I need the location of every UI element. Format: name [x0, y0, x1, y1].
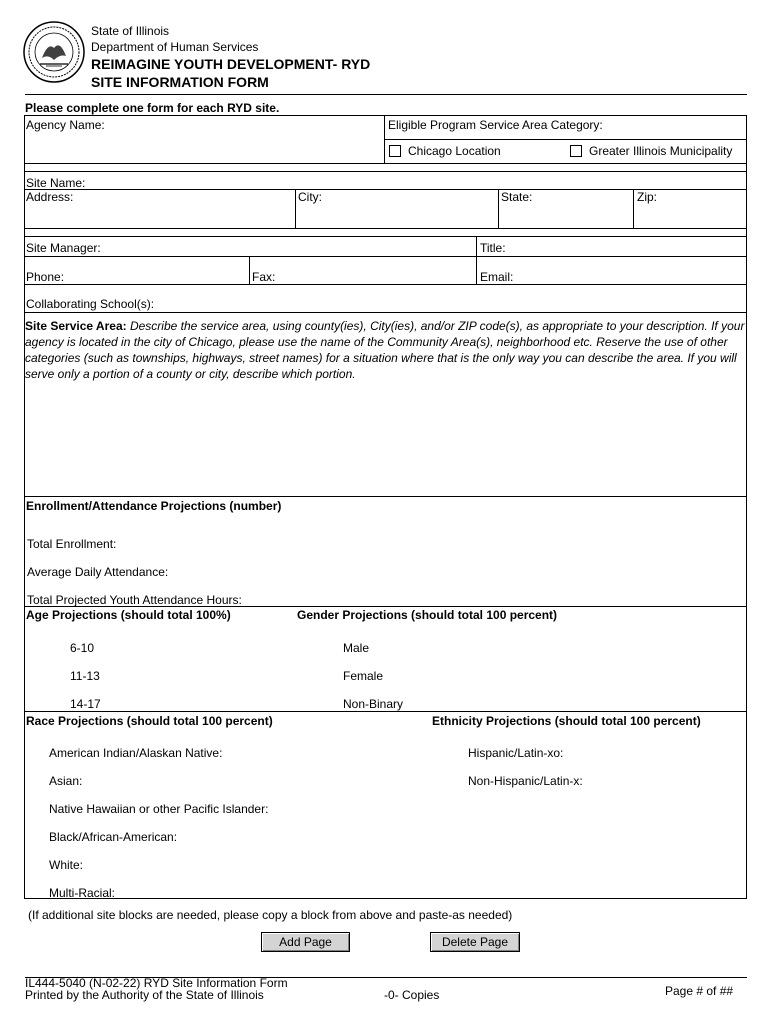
row-line [384, 139, 747, 140]
col-divider [295, 189, 296, 228]
col-divider [498, 189, 499, 228]
age-projections-heading: Age Projections (should total 100%) [26, 608, 231, 622]
city-label: City: [298, 190, 322, 204]
title-label: Title: [480, 241, 506, 255]
race-row-white: White: [49, 858, 84, 872]
gender-row-male: Male [343, 641, 370, 655]
program-title: REIMAGINE YOUTH DEVELOPMENT- RYD [91, 56, 371, 72]
row-line [24, 256, 747, 257]
site-service-area-description [25, 318, 745, 382]
form-id: IL444-5040 (N-02-22) RYD Site Information Form [25, 976, 288, 990]
form-left-border [24, 115, 25, 898]
age-row-14-17: 14-17 [70, 697, 101, 711]
average-daily-attendance-label: Average Daily Attendance: [27, 565, 169, 579]
chicago-location-checkbox[interactable] [389, 145, 401, 157]
state-seal-icon [22, 20, 86, 84]
gender-row-non-binary: Non-Binary [343, 697, 404, 711]
page-number: Page # of ## [665, 984, 734, 998]
category-label: Eligible Program Service Area Category: [388, 118, 603, 132]
agency-name-label: Agency Name: [26, 118, 105, 132]
row-line [24, 171, 747, 172]
service-area-text: Describe the service area, using county(ies), City(ies), and/or ZIP code(s), as appropriate to your description. If your agency is located in the city of Chicago, please use the name of the Community Area(s), neighborhood etc. Reserve the use of other categories (such as townships, highways, street names) for a situation where that is the only way you can describe the area. If you will serve only a portion of a county or city, describe which portion. [25, 319, 745, 381]
ethnicity-row-non-hispanic: Non-Hispanic/Latin-x: [468, 774, 583, 788]
header-rule [25, 94, 747, 95]
enrollment-heading: Enrollment/Attendance Projections (number) [26, 499, 282, 513]
row-line [24, 496, 747, 497]
gender-row-female: Female [343, 669, 384, 683]
ethnicity-projections-heading: Ethnicity Projections (should total 100 percent) [432, 714, 701, 728]
total-hours-label: Total Projected Youth Attendance Hours: [27, 593, 242, 607]
row-line [24, 236, 747, 237]
row-line [24, 711, 747, 712]
add-page-button[interactable]: Add Page [261, 932, 350, 952]
zip-label: Zip: [637, 190, 658, 204]
row-line [24, 312, 747, 313]
instruction-text: Please complete one form for each RYD site. [25, 101, 280, 115]
row-line [24, 284, 747, 285]
state-name: State of Illinois [91, 24, 170, 38]
col-divider [476, 236, 477, 284]
col-divider [249, 256, 250, 284]
email-label: Email: [480, 270, 514, 284]
row-line [24, 115, 747, 116]
chicago-location-label: Chicago Location [408, 144, 501, 158]
phone-label: Phone: [26, 270, 65, 284]
race-row-asian: Asian: [49, 774, 83, 788]
site-name-label: Site Name: [26, 176, 86, 190]
greater-illinois-label: Greater Illinois Municipality [589, 144, 733, 158]
gender-projections-heading: Gender Projections (should total 100 percent) [297, 608, 558, 622]
row-line [24, 228, 747, 229]
greater-illinois-checkbox[interactable] [570, 145, 582, 157]
col-divider [633, 189, 634, 228]
site-manager-label: Site Manager: [26, 241, 101, 255]
race-row-native-hawaiian: Native Hawaiian or other Pacific Islander: [49, 802, 269, 816]
form-title: SITE INFORMATION FORM [91, 74, 269, 90]
service-area-heading: Site Service Area: [25, 319, 127, 333]
total-enrollment-label: Total Enrollment: [27, 537, 117, 551]
fax-label: Fax: [252, 270, 276, 284]
delete-page-button[interactable]: Delete Page [430, 932, 520, 952]
row-line [24, 898, 747, 899]
age-row-6-10: 6-10 [70, 641, 95, 655]
form-right-border [746, 115, 747, 898]
race-projections-heading: Race Projections (should total 100 percent) [26, 714, 273, 728]
collaborating-schools-label: Collaborating School(s): [26, 297, 155, 311]
ethnicity-row-hispanic: Hispanic/Latin-xo: [468, 746, 564, 760]
age-row-11-13: 11-13 [70, 669, 100, 683]
department-name: Department of Human Services [91, 40, 259, 54]
additional-blocks-note: (If additional site blocks are needed, please copy a block from above and paste-as needed) [28, 908, 513, 922]
state-label: State: [501, 190, 533, 204]
race-row-black: Black/African-American: [49, 830, 178, 844]
row-line [24, 606, 747, 607]
row-line [24, 163, 747, 164]
service-area-field[interactable] [26, 384, 742, 492]
agency-name-field[interactable] [26, 136, 382, 156]
printed-by: Printed by the Authority of the State of Illinois [25, 988, 264, 1002]
copies-text: -0- Copies [384, 988, 440, 1002]
race-row-multi-racial: Multi-Racial: [49, 886, 116, 900]
address-label: Address: [26, 190, 74, 204]
race-row-american-indian: American Indian/Alaskan Native: [49, 746, 223, 760]
